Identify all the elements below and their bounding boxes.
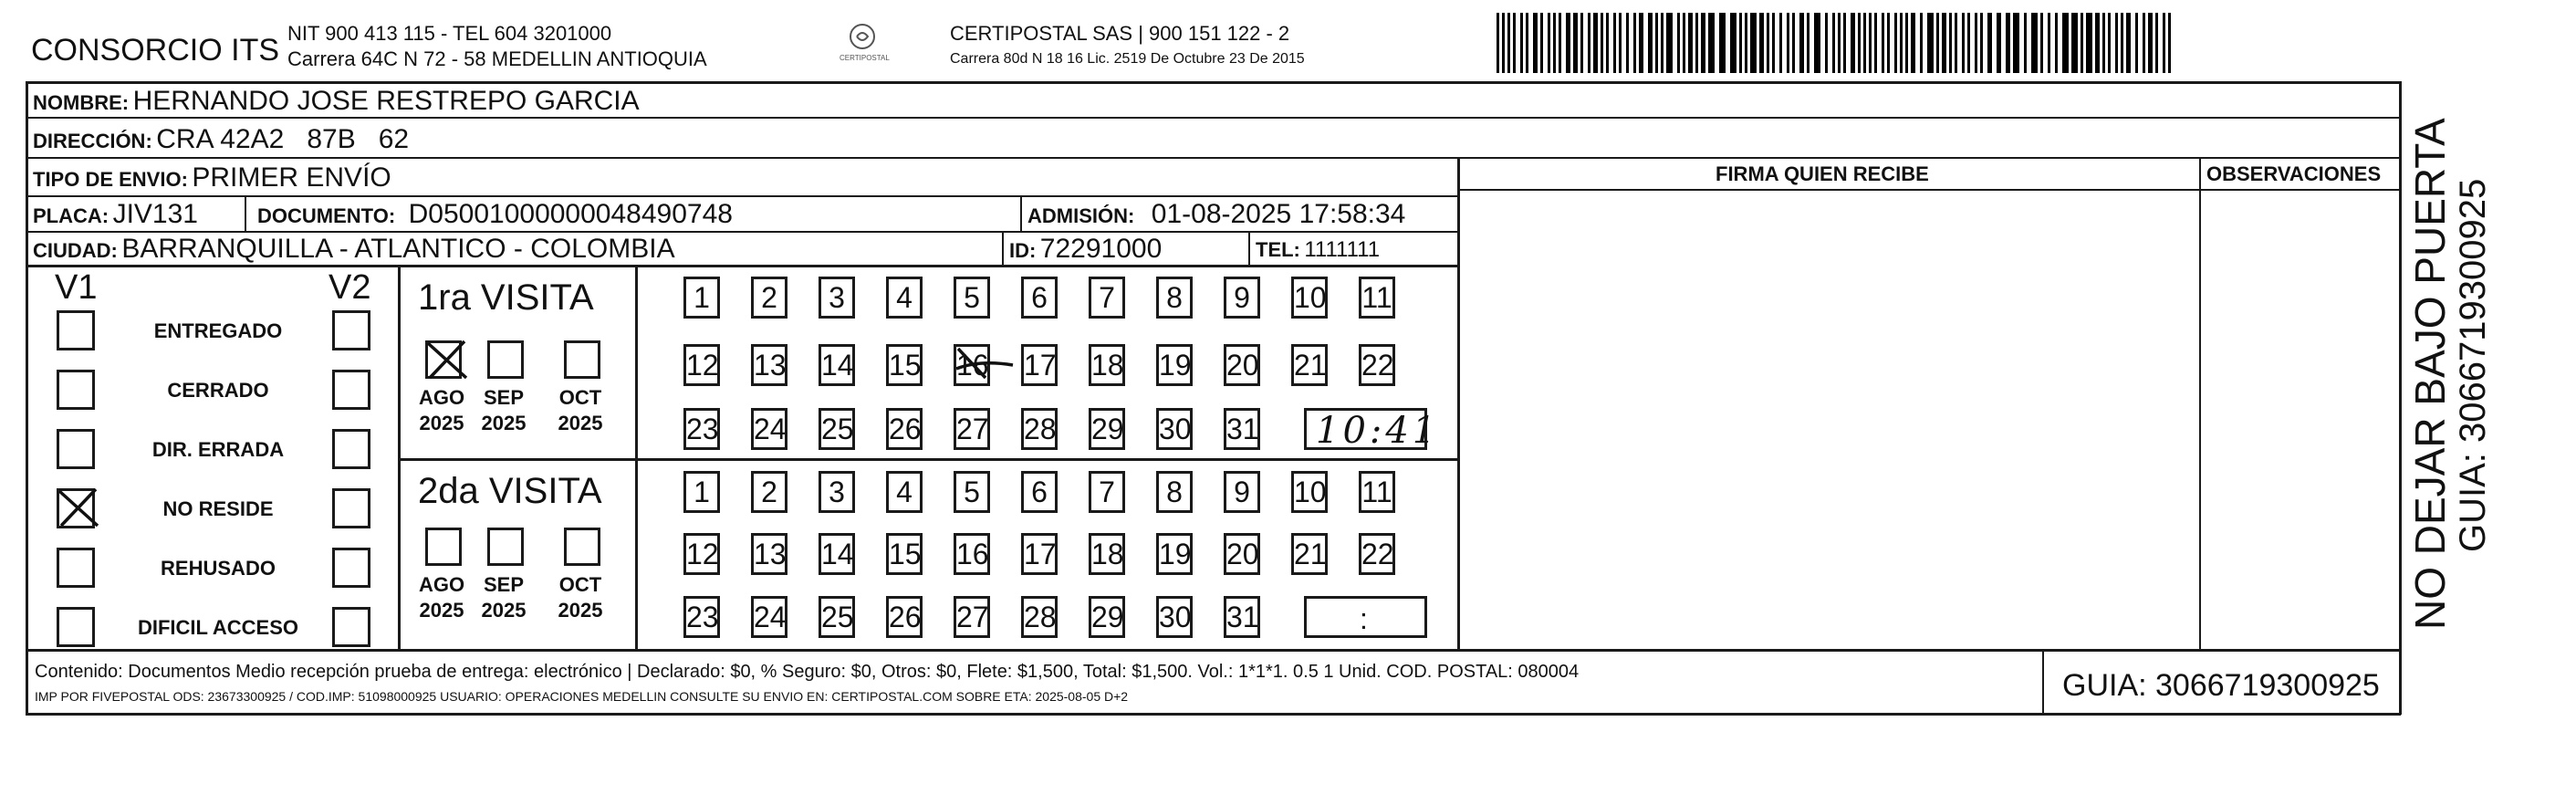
visita1-month-checkbox[interactable] <box>425 340 462 379</box>
visita2-day-box[interactable]: 1 <box>683 471 720 513</box>
visita1-day-box[interactable]: 26 <box>886 408 923 450</box>
visita2-day-box[interactable]: 25 <box>819 596 855 638</box>
v2-checkbox[interactable] <box>332 370 370 410</box>
tel-value: 1111111 <box>1304 237 1381 262</box>
visita2-day-box[interactable]: 9 <box>1224 471 1260 513</box>
certipostal-logo <box>832 20 892 68</box>
placa-row <box>33 201 198 228</box>
documento-row <box>257 201 733 228</box>
ciudad-label: CIUDAD: <box>33 239 118 262</box>
visita1-day-box[interactable]: 25 <box>819 408 855 450</box>
visita2-day-box[interactable]: 11 <box>1359 471 1395 513</box>
tipo-row <box>33 164 391 192</box>
visita1-month-checkbox[interactable] <box>487 340 524 379</box>
visita2-day-box[interactable]: 5 <box>954 471 990 513</box>
visita1-day-box[interactable]: 13 <box>751 344 787 386</box>
visita2-day-box[interactable]: 24 <box>751 596 787 638</box>
status-label: CERRADO <box>167 379 269 402</box>
visita2-day-box[interactable]: 18 <box>1089 533 1125 575</box>
visita2-day-box[interactable]: 7 <box>1089 471 1125 513</box>
direccion-value: CRA 42A2 87B 62 <box>156 124 410 154</box>
company-nit: NIT 900 413 115 - TEL 604 3201000 <box>287 22 612 45</box>
visita1-year-label: 2025 <box>558 412 603 434</box>
visita1-day-box[interactable]: 21 <box>1291 344 1328 386</box>
observaciones-header: OBSERVACIONES <box>2206 162 2382 185</box>
barcode <box>1497 13 2176 73</box>
visita1-month-label: SEP <box>483 386 525 409</box>
observaciones-area[interactable] <box>2203 192 2398 648</box>
nombre-value: HERNANDO JOSE RESTREPO GARCIA <box>132 86 640 116</box>
logo-text: CERTIPOSTAL <box>840 54 890 62</box>
visita1-day-box[interactable]: 23 <box>683 408 720 450</box>
visita2-year-label: 2025 <box>419 599 464 622</box>
visita1-day-box[interactable]: 1 <box>683 277 720 319</box>
visita1-day-box[interactable]: 7 <box>1089 277 1125 319</box>
company-address: Carrera 64C N 72 - 58 MEDELLIN ANTIOQUIA <box>287 47 707 70</box>
visita2-day-box[interactable]: 19 <box>1156 533 1193 575</box>
status-label: ENTREGADO <box>153 319 283 342</box>
tipo-label: TIPO DE ENVIO: <box>33 168 188 191</box>
v2-checkbox[interactable] <box>332 548 370 588</box>
visita2-year-label: 2025 <box>481 599 527 622</box>
visita1-day-box[interactable]: 28 <box>1021 408 1058 450</box>
id-value: 72291000 <box>1039 234 1163 264</box>
visita1-day-box[interactable]: 14 <box>819 344 855 386</box>
visita1-day-box[interactable]: 8 <box>1156 277 1193 319</box>
visita1-day-box[interactable]: 4 <box>886 277 923 319</box>
visita1-day-box[interactable]: 3 <box>819 277 855 319</box>
v1-checkbox[interactable] <box>57 548 95 588</box>
visita1-day-box[interactable]: 29 <box>1089 408 1125 450</box>
visita2-day-box[interactable]: 20 <box>1224 533 1260 575</box>
visita1-day-box[interactable]: 27 <box>954 408 990 450</box>
placa-label: PLACA: <box>33 204 110 227</box>
id-label: ID: <box>1009 239 1037 262</box>
visita2-day-box[interactable]: 23 <box>683 596 720 638</box>
visita2-day-box[interactable]: 10 <box>1291 471 1328 513</box>
visita2-month-checkbox[interactable] <box>425 528 462 566</box>
v1-checkbox[interactable] <box>57 488 95 528</box>
documento-label: DOCUMENTO: <box>257 204 396 227</box>
v2-checkbox[interactable] <box>332 488 370 528</box>
visita2-day-box[interactable]: 22 <box>1359 533 1395 575</box>
visita2-day-box[interactable]: 6 <box>1021 471 1058 513</box>
admision-value: 01-08-2025 17:58:34 <box>1151 199 1406 229</box>
visita2-month-checkbox[interactable] <box>564 528 600 566</box>
visita1-day-box[interactable]: 12 <box>683 344 720 386</box>
visita1-day-box[interactable]: 9 <box>1224 277 1260 319</box>
visita2-day-box[interactable]: 21 <box>1291 533 1328 575</box>
certipostal-info: CERTIPOSTAL SAS | 900 151 122 - 2 <box>950 22 1290 45</box>
v1-label: V1 <box>55 268 98 307</box>
visita2-month-label: OCT <box>558 573 602 596</box>
visita2-day-box[interactable]: 26 <box>886 596 923 638</box>
admision-label: ADMISIÓN: <box>1027 204 1135 227</box>
firma-area[interactable] <box>1462 192 2197 648</box>
v2-checkbox[interactable] <box>332 310 370 350</box>
visita2-day-box[interactable]: 14 <box>819 533 855 575</box>
visita1-day-box[interactable]: 10 <box>1291 277 1328 319</box>
visita1-year-label: 2025 <box>419 412 464 434</box>
status-label: DIR. ERRADA <box>151 438 285 461</box>
visita1-day-box[interactable]: 20 <box>1224 344 1260 386</box>
visita1-day-box[interactable]: 6 <box>1021 277 1058 319</box>
visita2-time-box[interactable] <box>1304 596 1427 638</box>
visita2-day-box[interactable]: 13 <box>751 533 787 575</box>
visita1-month-checkbox[interactable] <box>564 340 600 379</box>
documento-value: D05001000000048490748 <box>408 199 733 229</box>
id-row <box>1009 235 1162 263</box>
frame-bottom <box>26 713 2401 716</box>
visita1-time: 10:41 <box>1316 410 1440 452</box>
visita2-day-box[interactable]: 28 <box>1021 596 1058 638</box>
visita2-day-box[interactable]: 31 <box>1224 596 1260 638</box>
visita2-year-label: 2025 <box>558 599 603 622</box>
direccion-label: DIRECCIÓN: <box>33 130 152 152</box>
v1-checkbox[interactable] <box>57 429 95 469</box>
v1-checkbox[interactable] <box>57 370 95 410</box>
visita2-day-box[interactable]: 17 <box>1021 533 1058 575</box>
visita2-day-box[interactable]: 15 <box>886 533 923 575</box>
company-name: CONSORCIO ITS <box>31 33 280 68</box>
visita2-day-box[interactable]: 12 <box>683 533 720 575</box>
direccion-row <box>33 126 409 153</box>
no-dejar-bajo-puerta: NO DEJAR BAJO PUERTA <box>2406 118 2454 630</box>
visita1-year-label: 2025 <box>481 412 527 434</box>
visita2-day-box[interactable]: 8 <box>1156 471 1193 513</box>
status-label: NO RESIDE <box>162 497 274 520</box>
ciudad-row <box>33 235 675 263</box>
certipostal-license: Carrera 80d N 18 16 Lic. 2519 De Octubre 23 De 2015 <box>950 51 1305 67</box>
side-guia: GUIA: 3066719300925 <box>2453 178 2493 552</box>
tel-row <box>1256 239 1380 261</box>
visita1-day-box[interactable]: 16 <box>954 344 990 386</box>
v1-checkbox[interactable] <box>57 310 95 350</box>
visita2-day-box[interactable]: 29 <box>1089 596 1125 638</box>
v2-checkbox[interactable] <box>332 607 370 647</box>
visita2-day-box[interactable]: 4 <box>886 471 923 513</box>
footer-imp: IMP POR FIVEPOSTAL ODS: 23673300925 / COD.IMP: 51098000925 USUARIO: OPERACIONES MEDELLIN CONSULTE SU ENVIO EN: CERTIPOSTAL.COM SOBRE ETA: 2025-08-05 D+2 <box>35 689 1129 704</box>
ciudad-value: BARRANQUILLA - ATLANTICO - COLOMBIA <box>121 234 675 264</box>
visita2-month-label: SEP <box>483 573 525 596</box>
visita2-day-box[interactable]: 2 <box>751 471 787 513</box>
visita2-day-box[interactable]: 30 <box>1156 596 1193 638</box>
firma-header: FIRMA QUIEN RECIBE <box>1716 162 1929 185</box>
visita1-day-box[interactable]: 31 <box>1224 408 1260 450</box>
visita1-month-label: AGO <box>418 386 465 409</box>
visita1-time-box[interactable] <box>1304 408 1440 452</box>
status-label: DIFICIL ACCESO <box>137 616 298 639</box>
visita1-day-box[interactable]: 11 <box>1359 277 1395 319</box>
frame-left <box>26 81 28 715</box>
visita1-title: 1ra VISITA <box>418 277 594 318</box>
visita1-day-box[interactable]: 22 <box>1359 344 1395 386</box>
visita2-day-box[interactable]: 3 <box>819 471 855 513</box>
visita2-month-label: AGO <box>418 573 465 596</box>
visita2-title: 2da VISITA <box>418 471 602 511</box>
visita1-day-box[interactable]: 19 <box>1156 344 1193 386</box>
tipo-value: PRIMER ENVÍO <box>192 162 391 193</box>
visita2-month-checkbox[interactable] <box>487 528 524 566</box>
visita1-day-box[interactable]: 18 <box>1089 344 1125 386</box>
status-label: REHUSADO <box>161 557 276 580</box>
visita1-day-box[interactable]: 2 <box>751 277 787 319</box>
nombre-row <box>33 88 640 115</box>
visita2-day-box[interactable]: 27 <box>954 596 990 638</box>
v2-checkbox[interactable] <box>332 429 370 469</box>
visita1-day-box[interactable]: 17 <box>1021 344 1058 386</box>
v2-label: V2 <box>329 268 371 307</box>
footer-guia: GUIA: 3066719300925 <box>2062 668 2380 703</box>
footer-contenido: Contenido: Documentos Medio recepción prueba de entrega: electrónico | Declarado: $0, % Seguro: $0, Otros: $0, Flete: $1,500, Total: $1,500. Vol.: 1*1*1. 0.5 1 Unid. COD. POSTAL: 080004 <box>35 662 1580 682</box>
frame-right <box>2399 81 2402 715</box>
tel-label: TEL: <box>1256 238 1300 261</box>
admision-row <box>1027 201 1405 228</box>
nombre-label: NOMBRE: <box>33 91 130 114</box>
frame-top <box>26 81 2401 84</box>
visita1-day-box[interactable]: 15 <box>886 344 923 386</box>
visita2-day-box[interactable]: 16 <box>954 533 990 575</box>
visita1-day-box[interactable]: 5 <box>954 277 990 319</box>
visita1-day-box[interactable]: 30 <box>1156 408 1193 450</box>
v1-checkbox[interactable] <box>57 607 95 647</box>
visita1-month-label: OCT <box>558 386 602 409</box>
visita2-time: : <box>1360 602 1368 635</box>
placa-value: JIV131 <box>112 199 198 229</box>
visita1-day-box[interactable]: 24 <box>751 408 787 450</box>
